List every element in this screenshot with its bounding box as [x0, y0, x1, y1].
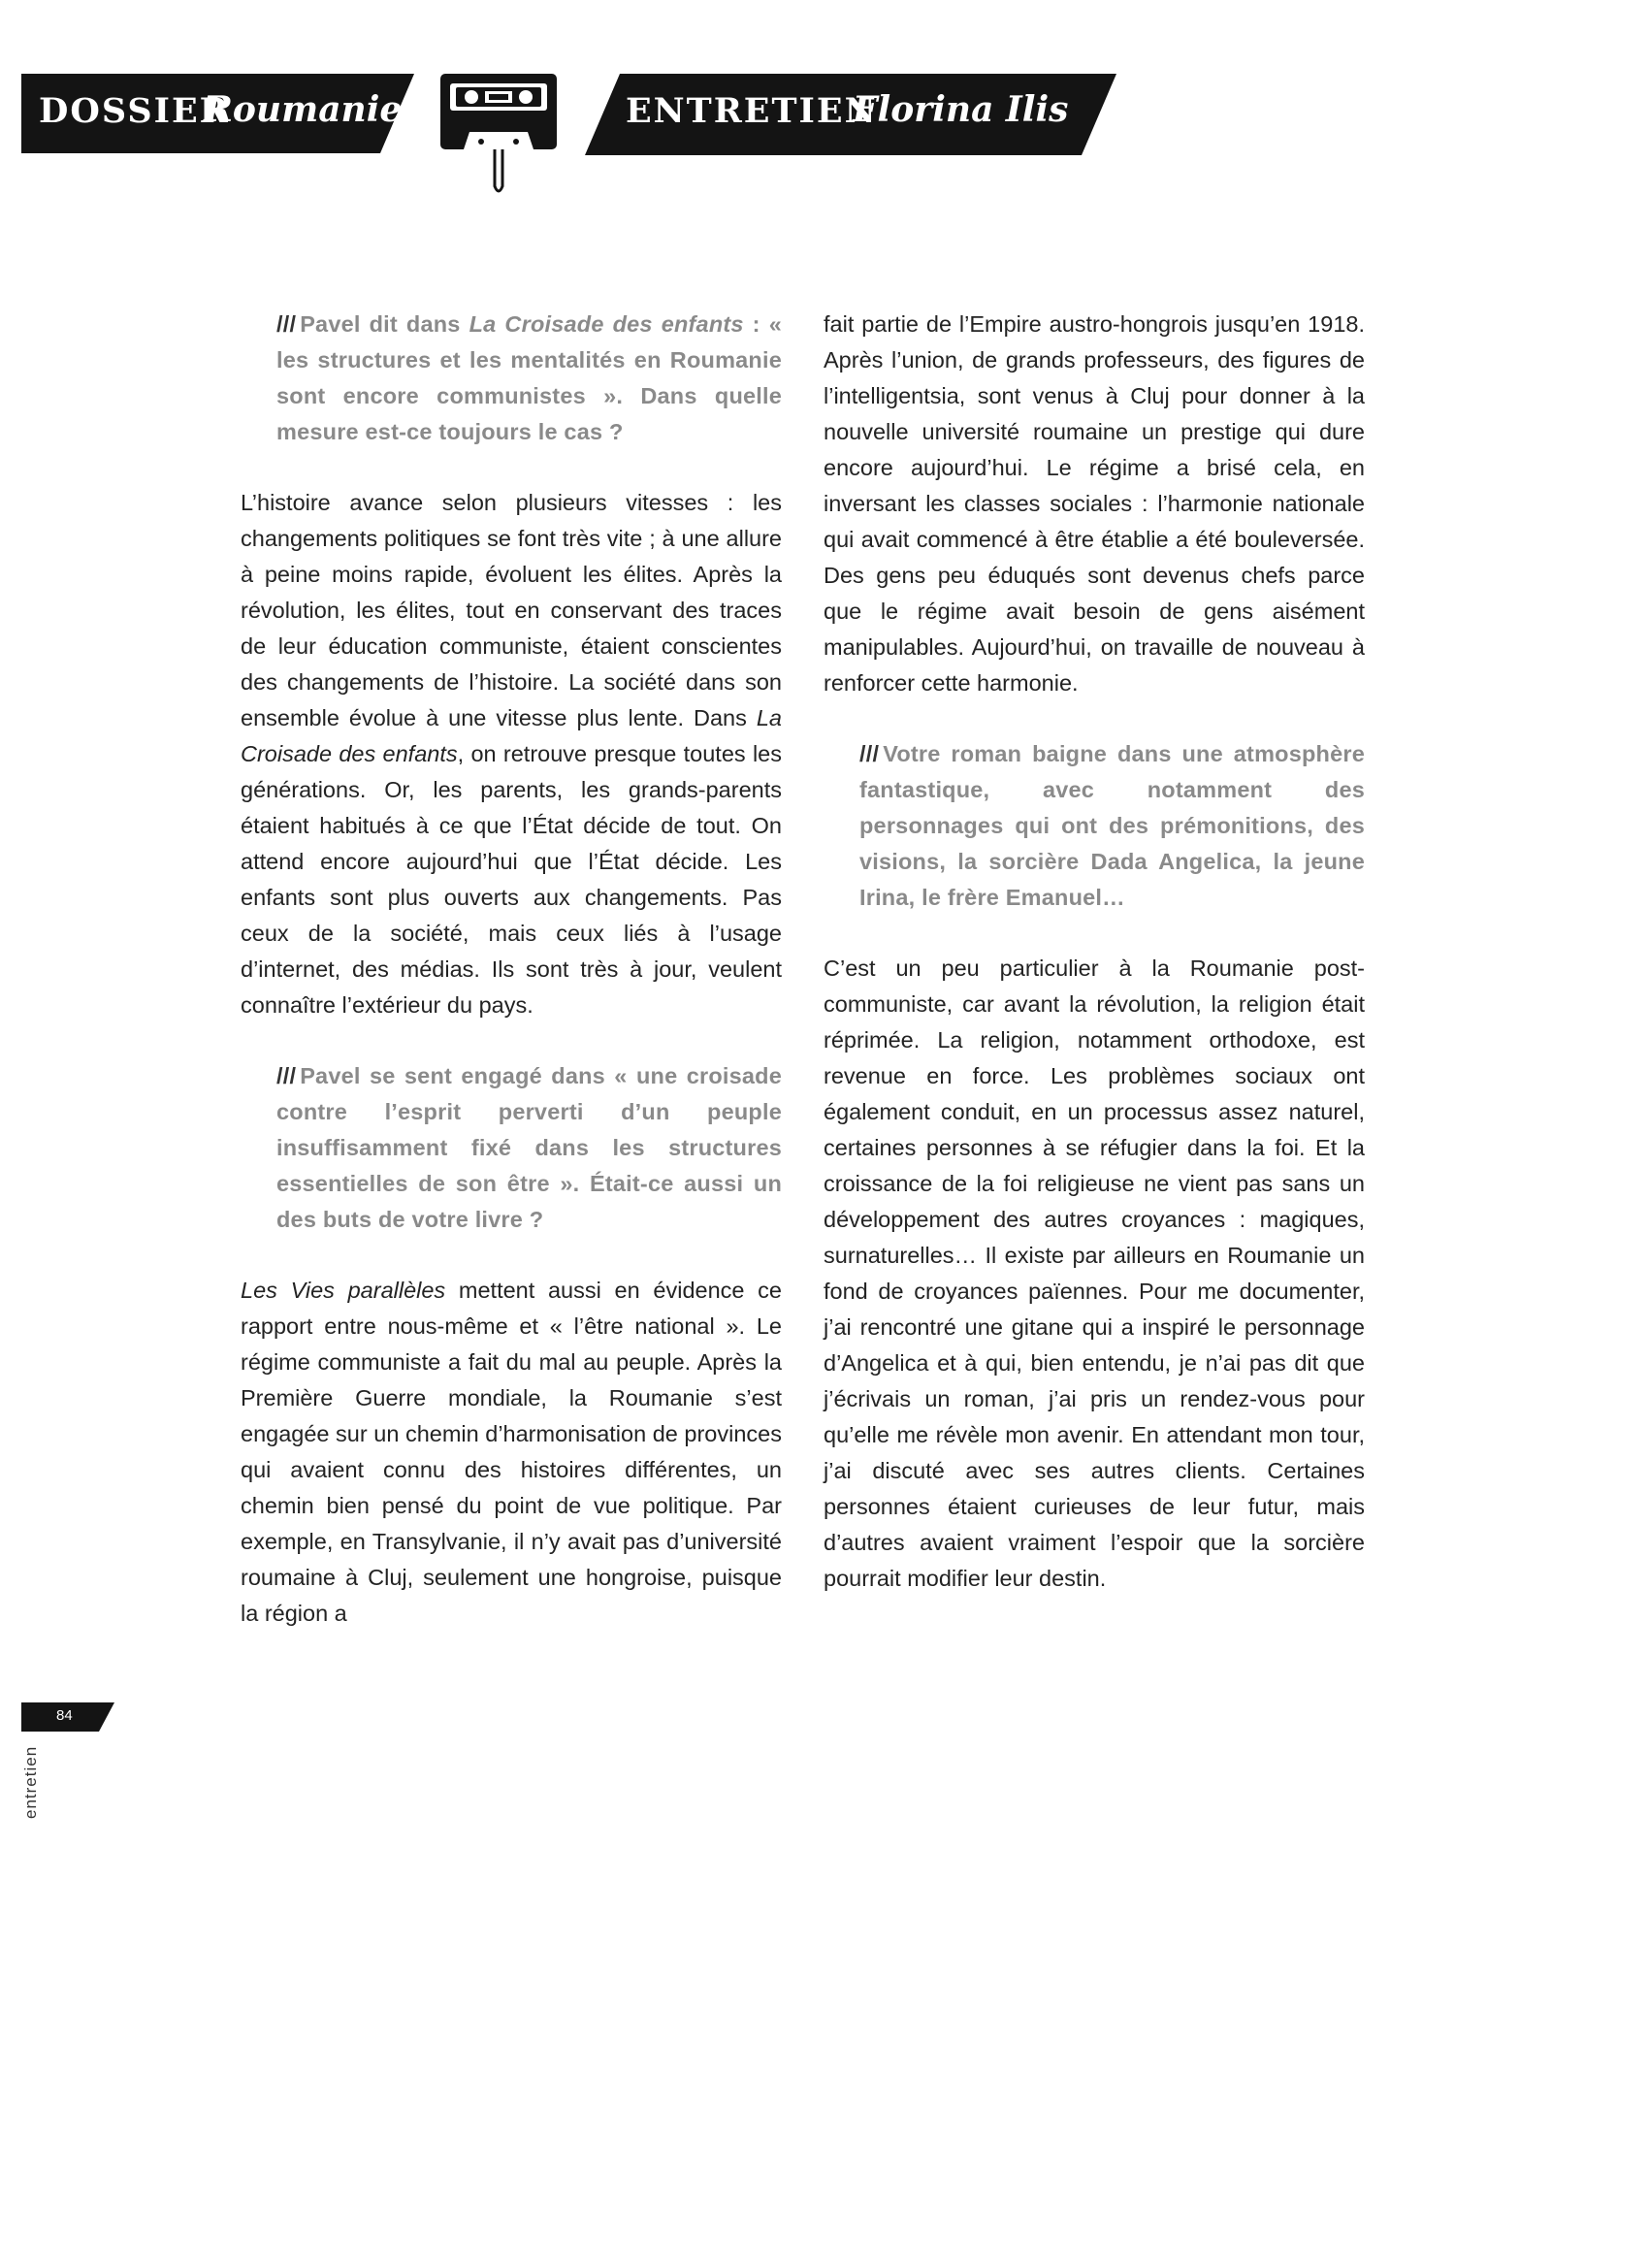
book-title: La Croisade des enfants — [469, 311, 744, 337]
question-1: /// Pavel dit dans La Croisade des enfants : « les structures et les mentalités en Roumanie sont encore communistes ». Dans quelle mesure est-ce toujours le cas ? — [276, 311, 782, 444]
header-dossier-banner — [21, 74, 414, 153]
header-entretien-label: ENTRETIEN — [626, 91, 878, 131]
answer-1: L’histoire avance selon plusieurs vitesses : les changements politiques se font très vite ; à une allure à peine moins rapide, évoluent les élites. Après la révolution, les élites, tout en conservant des traces de leur éducation communiste, étaient conscientes des changements de l’histoire. La société dans son ensemble évolue à une vitesse plus lente. Dans La Croisade des enfants, on retrouve presque toutes les générations. Or, les parents, les grands-parents étaient habitués à ce que l’État décide de tout. On attend encore aujourd’hui que l’État décide. Les enfants sont plus ouverts aux changements. Pas ceux de la société, mais ceux liés à l’usage d’internet, des médias. Ils sont très à jour, veulent connaître l’extérieur du pays. — [241, 490, 782, 1018]
header-dossier-label: DOSSIER — [39, 91, 230, 131]
page-number: 84 — [56, 1707, 73, 1724]
section-side-label: entretien — [21, 1745, 40, 1819]
answer-2-continued: fait partie de l’Empire austro-hongrois jusqu’en 1918. Après l’union, de grands professeurs, des figures de l’intelligentsia, sont venus à Cluj pour donner à la nouvelle université roumaine un prestige qui dure encore aujourd’hui. Le régime a brisé cela, en inversant les classes sociales : l’harmonie nationale qui avait commencé à être établie a été bouleversée. Des gens peu éduqués sont devenus chefs parce que le régime avait besoin de gens aisément manipulables. Aujourd’hui, on travaille de nouveau à renforcer cette harmonie. — [824, 311, 1365, 696]
header-entretien-banner — [585, 74, 1116, 155]
answer-2: Les Vies parallèles mettent aussi en évidence ce rapport entre nous-même et « l’être national ». Le régime communiste a fait du mal au peuple. Après la Première Guerre mondiale, la Roumanie s’est engagée sur un chemin d’harmonisation de provinces qui avaient connu des histoires différentes, un chemin bien pensé du point de vue politique. Par exemple, en Transylvanie, il n’y avait pas d’université roumaine à Cluj, seulement une hongroise, puisque la région a — [241, 1278, 782, 1626]
book-title: La Croisade des enfants — [241, 705, 782, 766]
header-dossier-subject: Roumanie — [204, 89, 403, 130]
question-marker: /// — [859, 741, 880, 766]
answer-3: C’est un peu particulier à la Roumanie post-communiste, car avant la révolution, la religion était réprimée. La religion, notamment orthodoxe, est revenue en force. Les problèmes sociaux ont également conduit, en un processus assez naturel, certaines personnes à se réfugier dans la foi. Et la croissance de la foi religieuse ne vient pas sans un développement des autres croyances : magiques, surnaturelles… Il existe par ailleurs en Roumanie un fond de croyances païennes. Pour me documenter, j’ai rencontré une gitane qui a inspiré le personnage d’Angelica et à qui, bien entendu, je n’ai pas dit que j’écrivais un roman, j’ai pris un rendez-vous pour qu’elle me révèle mon avenir. En attendant mon tour, j’ai discuté avec ses autres clients. Certaines personnes étaient curieuses de leur futur, mais d’autres avaient vraiment l’espoir que la sorcière pourrait modifier leur destin. — [824, 956, 1365, 1591]
question-2: /// Pavel se sent engagé dans « une croisade contre l’esprit perverti d’un peuple insuffisamment fixé dans les structures essentielles de son être ». Était-ce aussi un des buts de votre livre ? — [276, 1063, 782, 1232]
question-3: /// Votre roman baigne dans une atmosphère fantastique, avec notamment des personnages qui ont des prémonitions, des visions, la sorcière Dada Angelica, la jeune Irina, le frère Emanuel… — [859, 741, 1365, 910]
cassette-tape-icon — [435, 70, 563, 198]
question-marker: /// — [276, 1063, 297, 1088]
article-column-left — [241, 307, 782, 1632]
book-title: Les Vies parallèles — [241, 1278, 446, 1303]
question-marker: /// — [276, 311, 297, 337]
header-entretien-subject: Florina Ilis — [853, 89, 1069, 130]
article-column-right — [824, 307, 1365, 1597]
